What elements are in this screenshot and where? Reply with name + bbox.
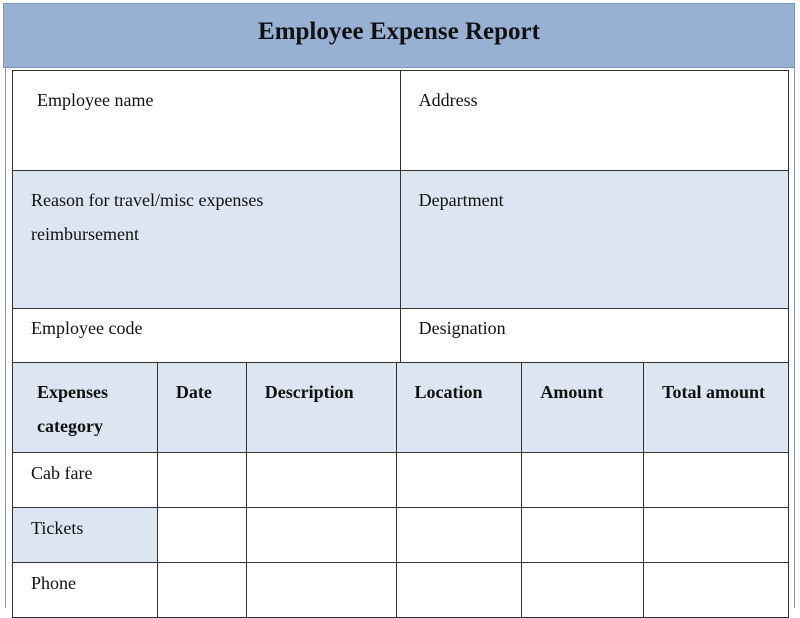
- table-row: [13, 453, 789, 508]
- address-label: Address: [418, 90, 478, 110]
- expense-category-cell: Tickets: [13, 508, 158, 563]
- location-cell[interactable]: [396, 563, 522, 618]
- department-label: Department: [418, 190, 504, 210]
- column-header: Date: [157, 363, 246, 453]
- location-cell[interactable]: [396, 508, 522, 563]
- table-row: [13, 563, 789, 618]
- column-header: Description: [246, 363, 396, 453]
- expense-table: [12, 362, 789, 618]
- column-header: Expenses category: [13, 363, 158, 453]
- total-amount-cell[interactable]: [644, 508, 789, 563]
- page-title: Employee Expense Report: [258, 17, 540, 45]
- report-header: [3, 3, 795, 68]
- column-header: Total amount: [644, 363, 789, 453]
- employee-code-field[interactable]: [13, 309, 401, 363]
- employee-info-table: [12, 70, 789, 363]
- expense-category-cell: Phone: [13, 563, 158, 618]
- expense-category-cell: Cab fare: [13, 453, 158, 508]
- description-cell[interactable]: [246, 508, 396, 563]
- designation-field[interactable]: [400, 309, 788, 363]
- department-field[interactable]: [400, 171, 788, 309]
- designation-label: Designation: [418, 318, 506, 338]
- column-header: Amount: [522, 363, 644, 453]
- amount-cell[interactable]: [522, 453, 644, 508]
- total-amount-cell[interactable]: [644, 563, 789, 618]
- address-field[interactable]: [400, 71, 788, 171]
- employee-name-label: Employee name: [37, 90, 154, 110]
- employee-name-field[interactable]: [13, 71, 401, 171]
- total-amount-cell[interactable]: [644, 453, 789, 508]
- expense-header-row: [13, 363, 789, 453]
- reason-label: Reason for travel/misc expenses reimbursement: [31, 190, 264, 244]
- description-cell[interactable]: [246, 453, 396, 508]
- amount-cell[interactable]: [522, 508, 644, 563]
- amount-cell[interactable]: [522, 563, 644, 618]
- description-cell[interactable]: [246, 563, 396, 618]
- column-header: Location: [396, 363, 522, 453]
- date-cell[interactable]: [157, 453, 246, 508]
- employee-code-label: Employee code: [31, 318, 143, 338]
- reason-field[interactable]: [13, 171, 401, 309]
- table-row: [13, 508, 789, 563]
- date-cell[interactable]: [157, 508, 246, 563]
- location-cell[interactable]: [396, 453, 522, 508]
- date-cell[interactable]: [157, 563, 246, 618]
